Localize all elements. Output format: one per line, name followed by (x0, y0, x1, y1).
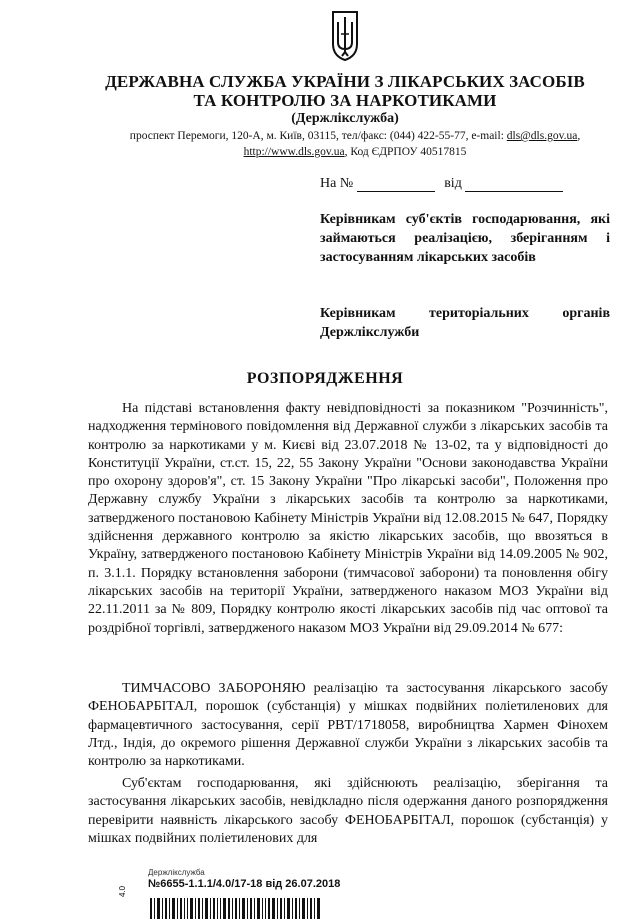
org-contacts: проспект Перемоги, 120-А, м. Київ, 03115, тел/факс: (044) 422-55-77, e-mail: dls@dls.gov.ua, http://www.dls.gov.ua, Код ЄДРПОУ 40517815 (129, 130, 581, 158)
org-website-link[interactable]: http://www.dls.gov.ua (243, 146, 345, 158)
stamp-side-code: 4.0 (118, 885, 127, 897)
org-name-line1: ДЕРЖАВНА СЛУЖБА УКРАЇНИ З ЛІКАРСЬКИХ ЗАСОБІВ (105, 72, 585, 91)
org-edrpou: , Код ЄДРПОУ 40517815 (344, 146, 467, 158)
number-label: На № (320, 176, 354, 191)
addressee-territorial-bodies: Керівникам територіальних органів Держлікслужби (320, 306, 610, 340)
registration-stamp (148, 868, 340, 890)
barcode (150, 898, 320, 919)
date-blank (465, 177, 563, 192)
document-title: РОЗПОРЯДЖЕННЯ (246, 370, 404, 387)
registration-line (320, 176, 563, 192)
body-paragraph-3: Суб'єктам господарювання, які здійснюють реалізацію, зберігання та застосування лікарських засобів, невідкладно після одержання даного розпорядження перевірити наявність лікарського засобу ФЕНОБАРБІТАЛ, порошок (субстанція) у мішках подвійних поліетиленових для (88, 776, 608, 846)
coat-of-arms-icon (330, 8, 360, 62)
org-name-line2: ТА КОНТРОЛЮ ЗА НАРКОТИКАМИ (193, 91, 497, 110)
org-short-name: (Держлікслужба) (291, 111, 399, 126)
org-address: проспект Перемоги, 120-А, м. Київ, 03115, тел/факс: (044) 422-55-77, e-mail: (129, 130, 504, 142)
number-blank (357, 177, 435, 192)
body-paragraph-1: На підставі встановлення факту невідповідності за показником "Розчинність", надходження термінового повідомлення від Державної служби з лікарських засобів та контролю за наркотиками у м. Києві від 23.07.2018 № 13-02, та у відповідності до Конституції України, ст.ст. 15, 22, 55 Закону України "Основи законодавства України про охорону здоров'я", ст. 15 Закону України "Про лікарські засоби", Положення про Державну службу України з лікарських засобів та контролю за наркотиками, затвердженого постановою Кабінету Міністрів України від 12.08.2015 № 647, Порядку здійснення державного контролю за якістю лікарських засобів, що ввозяться в Україну, затвердженого постановою Кабінету Міністрів України від 14.09.2005 № 902, п. 3.1.1. Порядку встановлення заборони (тимчасової заборони) та поновлення обігу лікарських засобів на території України, затвердженого наказом МОЗ України від 22.11.2011 за № 809, Порядку контролю якості лікарських засобів під час оптової та роздрібної торгівлі, затвердженого наказом МОЗ України від 29.09.2014 № 677: (88, 401, 608, 636)
org-email-link[interactable]: dls@dls.gov.ua (506, 130, 578, 142)
stamp-number: №6655-1.1.1/4.0/17-18 від 26.07.2018 (148, 878, 341, 890)
addressee-business-entities: Керівникам суб'єктів господарювання, які займаються реалізацією, зберіганням і застосуванням лікарських засобів (320, 212, 610, 265)
date-label: від (444, 176, 462, 191)
body-paragraph-2: ТИМЧАСОВО ЗАБОРОНЯЮ реалізацію та застосування лікарського засобу ФЕНОБАРБІТАЛ, порошок (субстанція) у мішках подвійних поліетиленових для фармацевтичного застосування, серії PBT/1718058, виробництва Хармен Фінохем Лтд., Індія, до окремого рішення Державної служби України з лікарських засобів та контролю за наркотиками. (88, 681, 608, 770)
stamp-org: Держлікслужба (148, 868, 205, 877)
